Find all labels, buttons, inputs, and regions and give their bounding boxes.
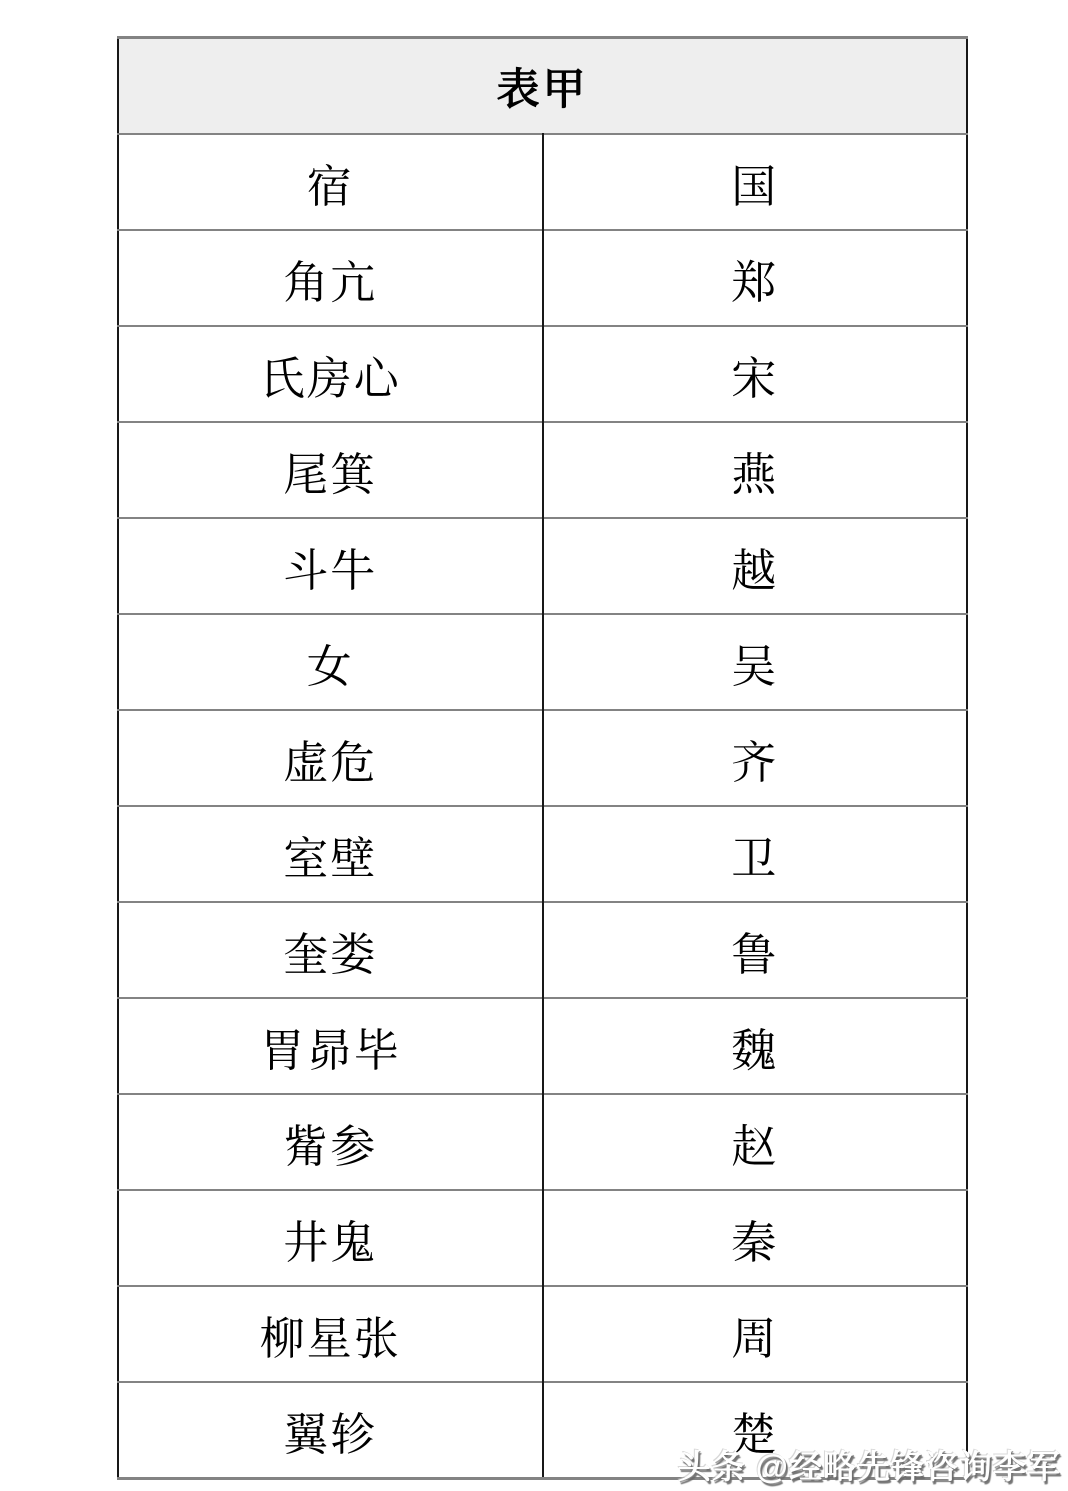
- state-cell: 吴: [543, 614, 968, 710]
- mansion-cell: 女: [118, 614, 543, 710]
- mansions-states-table: [117, 36, 968, 1480]
- mansion-cell: 柳星张: [118, 1286, 543, 1382]
- state-cell: 齐: [543, 710, 968, 806]
- state-cell: 鲁: [543, 902, 968, 998]
- mansion-cell: 觜参: [118, 1094, 543, 1190]
- mansion-cell: 胃昴毕: [118, 998, 543, 1094]
- mansion-cell: 翼轸: [118, 1382, 543, 1479]
- state-cell: 楚: [543, 1382, 968, 1479]
- table-row: [118, 326, 967, 422]
- table-row: [118, 134, 967, 230]
- mansion-cell: 宿: [118, 134, 543, 230]
- state-cell: 燕: [543, 422, 968, 518]
- table-row: [118, 1190, 967, 1286]
- table-row: [118, 806, 967, 902]
- toutiao-watermark: 头条 @经略先锋咨询李军: [677, 1448, 1061, 1485]
- state-cell: 宋: [543, 326, 968, 422]
- mansion-cell: 奎娄: [118, 902, 543, 998]
- table-row: [118, 518, 967, 614]
- table-row: [118, 998, 967, 1094]
- state-cell: 魏: [543, 998, 968, 1094]
- mansion-cell: 斗牛: [118, 518, 543, 614]
- table-row: [118, 422, 967, 518]
- table-row: [118, 1286, 967, 1382]
- mansion-cell: 井鬼: [118, 1190, 543, 1286]
- table-row: [118, 230, 967, 326]
- state-cell: 国: [543, 134, 968, 230]
- table-row: [118, 1094, 967, 1190]
- table-row: [118, 710, 967, 806]
- state-cell: 赵: [543, 1094, 968, 1190]
- state-cell: 周: [543, 1286, 968, 1382]
- mansion-cell: 尾箕: [118, 422, 543, 518]
- state-cell: 秦: [543, 1190, 968, 1286]
- mansion-cell: 室壁: [118, 806, 543, 902]
- state-cell: 越: [543, 518, 968, 614]
- table-title-row: [118, 38, 967, 135]
- mansion-cell: 氏房心: [118, 326, 543, 422]
- table-row: [118, 614, 967, 710]
- mansion-cell: 虚危: [118, 710, 543, 806]
- state-cell: 卫: [543, 806, 968, 902]
- table-title: 表甲: [118, 38, 967, 135]
- mansion-cell: 角亢: [118, 230, 543, 326]
- table-row: [118, 902, 967, 998]
- state-cell: 郑: [543, 230, 968, 326]
